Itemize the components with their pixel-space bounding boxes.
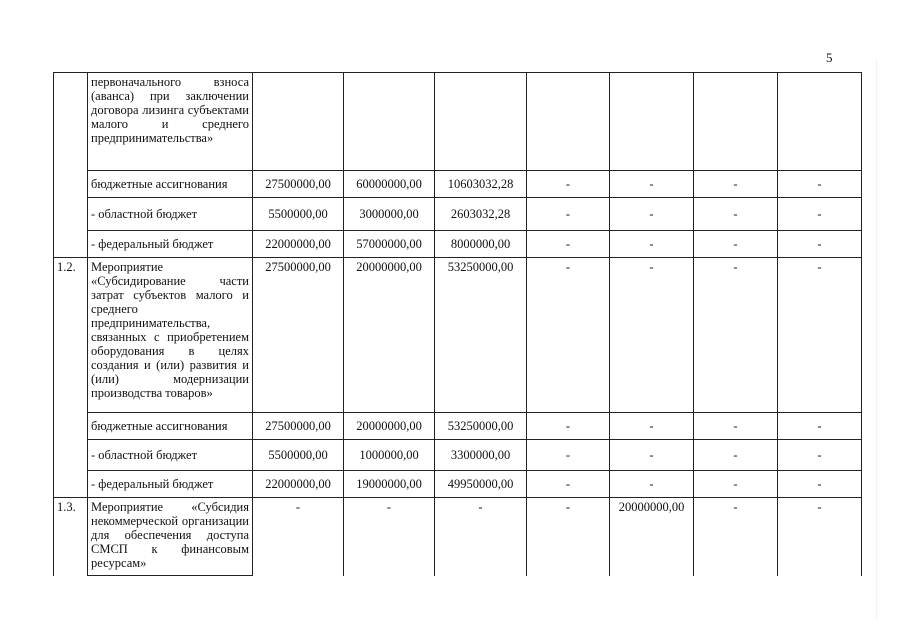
- row-description: бюджетные ассигнования: [88, 413, 253, 440]
- value-cell: -: [778, 498, 862, 576]
- value-cell: -: [527, 231, 610, 258]
- value-cell: 3300000,00: [435, 440, 527, 471]
- value-cell: 53250000,00: [435, 258, 527, 413]
- table-row: [54, 498, 862, 576]
- value-cell: 53250000,00: [435, 413, 527, 440]
- value-cell: 20000000,00: [344, 258, 435, 413]
- value-cell: -: [610, 231, 694, 258]
- budget-table: [53, 72, 862, 576]
- table-row: [54, 471, 862, 498]
- value-cell: -: [610, 171, 694, 198]
- value-cell: -: [527, 498, 610, 576]
- value-cell: -: [527, 171, 610, 198]
- value-cell: 1000000,00: [344, 440, 435, 471]
- value-cell: [527, 73, 610, 171]
- value-cell: -: [694, 231, 778, 258]
- value-cell: 60000000,00: [344, 171, 435, 198]
- table-row: [54, 258, 862, 413]
- row-number-cell: [54, 471, 88, 498]
- value-cell: 27500000,00: [253, 258, 344, 413]
- value-cell: -: [527, 413, 610, 440]
- table-row: [54, 231, 862, 258]
- value-cell: 49950000,00: [435, 471, 527, 498]
- row-number-cell: [54, 413, 88, 440]
- value-cell: -: [694, 198, 778, 231]
- value-cell: 22000000,00: [253, 471, 344, 498]
- value-cell: -: [527, 471, 610, 498]
- row-number-cell: [54, 73, 88, 171]
- row-description: - областной бюджет: [88, 198, 253, 231]
- value-cell: -: [694, 171, 778, 198]
- table-row: [54, 413, 862, 440]
- value-cell: 20000000,00: [610, 498, 694, 576]
- value-cell: 27500000,00: [253, 413, 344, 440]
- table-row: [54, 440, 862, 471]
- value-cell: -: [778, 258, 862, 413]
- table-row: [54, 198, 862, 231]
- value-cell: [778, 73, 862, 171]
- value-cell: [694, 73, 778, 171]
- value-cell: -: [778, 440, 862, 471]
- value-cell: -: [610, 413, 694, 440]
- value-cell: 3000000,00: [344, 198, 435, 231]
- value-cell: -: [694, 440, 778, 471]
- value-cell: [610, 73, 694, 171]
- value-cell: -: [527, 258, 610, 413]
- value-cell: -: [610, 471, 694, 498]
- value-cell: -: [778, 231, 862, 258]
- row-description: первоначального взноса (аванса) при заключении договора лизинга субъектами малого и среднего предпринимательства»: [88, 73, 253, 171]
- row-description: Мероприятие «Субсидия некоммерческой организации для обеспечения доступа СМСП к финансовым ресурсам»: [88, 498, 253, 576]
- value-cell: -: [778, 198, 862, 231]
- value-cell: -: [253, 498, 344, 576]
- value-cell: 57000000,00: [344, 231, 435, 258]
- table-row: [54, 73, 862, 171]
- value-cell: -: [610, 258, 694, 413]
- page-number: 5: [826, 50, 833, 65]
- value-cell: -: [694, 471, 778, 498]
- value-cell: -: [778, 413, 862, 440]
- value-cell: [253, 73, 344, 171]
- value-cell: 8000000,00: [435, 231, 527, 258]
- value-cell: -: [527, 198, 610, 231]
- row-number-cell: [54, 440, 88, 471]
- row-description: - областной бюджет: [88, 440, 253, 471]
- scan-margin-marks: [876, 60, 889, 620]
- value-cell: -: [778, 471, 862, 498]
- row-number-cell: 1.2.: [54, 258, 88, 413]
- value-cell: -: [344, 498, 435, 576]
- value-cell: 27500000,00: [253, 171, 344, 198]
- value-cell: -: [527, 440, 610, 471]
- value-cell: [435, 73, 527, 171]
- value-cell: 19000000,00: [344, 471, 435, 498]
- value-cell: -: [694, 413, 778, 440]
- value-cell: 2603032,28: [435, 198, 527, 231]
- value-cell: 10603032,28: [435, 171, 527, 198]
- value-cell: -: [610, 440, 694, 471]
- row-description: - федеральный бюджет: [88, 471, 253, 498]
- value-cell: 22000000,00: [253, 231, 344, 258]
- row-number-cell: [54, 231, 88, 258]
- row-description: бюджетные ассигнования: [88, 171, 253, 198]
- table-row: [54, 171, 862, 198]
- row-number-cell: [54, 171, 88, 198]
- row-number-cell: [54, 198, 88, 231]
- value-cell: -: [778, 171, 862, 198]
- value-cell: 20000000,00: [344, 413, 435, 440]
- row-description: - федеральный бюджет: [88, 231, 253, 258]
- value-cell: -: [694, 258, 778, 413]
- value-cell: 5500000,00: [253, 440, 344, 471]
- value-cell: 5500000,00: [253, 198, 344, 231]
- value-cell: [344, 73, 435, 171]
- row-description: Мероприятие «Субсидирование части затрат субъектов малого и среднего предпринимательства, связанных с приобретением оборудования в целях создания и (или) развития и (или) модернизации производства товаров»: [88, 258, 253, 413]
- value-cell: -: [694, 498, 778, 576]
- row-number-cell: 1.3.: [54, 498, 88, 576]
- value-cell: -: [435, 498, 527, 576]
- value-cell: -: [610, 198, 694, 231]
